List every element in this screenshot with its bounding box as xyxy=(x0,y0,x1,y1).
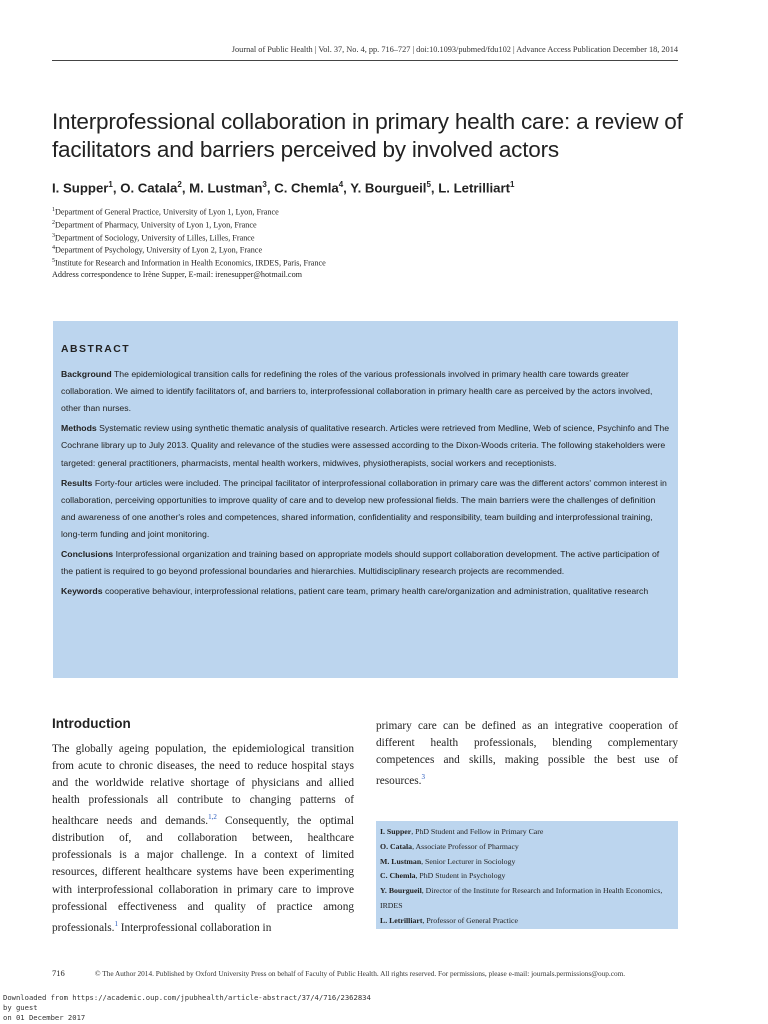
citation-ref: 1 xyxy=(114,919,118,928)
author-info-name: C. Chemla xyxy=(380,871,416,881)
abstract-section-text: The epidemiological transition calls for redefining the roles of the various professionals involved in primary health care towards greater collaboration. We aimed to identify facilitators of, and barriers to, interprofessional collaboration in primary health care as perceived by the actors involved, other than nurses. xyxy=(61,369,653,414)
author-name: O. Catala xyxy=(120,180,178,196)
author-info-role: , Director of the Institute for Research and Information in Health Economics, IRDES xyxy=(380,886,663,910)
intro-text: The globally ageing population, the epidemiological transition from acute to chronic diseases, the need to reduce hospital stays and the worldwide relative shortage of physicians and allied health professionals all contribute to changing patterns of healthcare needs and demands. xyxy=(52,743,354,828)
affiliation-item xyxy=(52,231,326,244)
author-separator: , xyxy=(343,180,351,196)
author-name: C. Chemla xyxy=(274,180,339,196)
author-info-item xyxy=(380,884,674,914)
copyright-notice: © The Author 2014. Published by Oxford University Press on behalf of Faculty of Public Health. All rights reserved. For permissions, please e-mail: journals.permissions@oup.com. xyxy=(95,969,626,978)
author-affil-number: 1 xyxy=(108,180,113,189)
author-info-role: , PhD Student in Psychology xyxy=(415,871,506,881)
affiliation-number: 5 xyxy=(52,258,55,265)
author-affil-number: 4 xyxy=(338,180,344,189)
abstract-section xyxy=(61,475,670,543)
article-title: Interprofessional collaboration in primary health care: a review of facilitators and barriers perceived by involved actors xyxy=(52,109,683,162)
abstract-section-text: Forty-four articles were included. The principal facilitator of interprofessional collaboration in primary care was the different actors' common interest in collaboration, perceiving opportunities to improve quality of care and to develop new professional fields. The main barriers were the challenges of definition and awareness of one another's roles and competences, shared information, confidentiality and responsibility, team building and interprofessional training, long-term funding and joint monitoring. xyxy=(61,477,667,539)
author-info-name: I. Supper xyxy=(380,827,412,836)
introduction-right-column xyxy=(376,718,678,790)
affiliation-text: Department of Psychology, University of Lyon 2, Lyon, France xyxy=(55,246,263,256)
running-head: Journal of Public Health | Vol. 37, No. 4, pp. 716–727 | doi:10.1093/pubmed/fdu102 | Advance Access Publication December 18, 2014 xyxy=(231,45,678,54)
abstract-section-label: Conclusions xyxy=(61,549,114,560)
abstract-section-label: Keywords xyxy=(61,586,103,597)
abstract-section-text: Systematic review using synthetic thematic analysis of qualitative research. Articles were retrieved from Medline, Web of science, Psychinfo and The Cochrane library up to July 2013. Quality and relevance of the studies were assessed according to the Dixon-Woods criteria. The following stakeholders were targeted: general practitioners, pharmacists, mental health workers, midwives, physiotherapists, social workers and receptionists. xyxy=(61,423,670,468)
author-separator: , xyxy=(266,180,275,196)
affiliation-item xyxy=(52,243,326,256)
abstract-section-text: Interprofessional organization and training based on appropriate models should support collaboration development. The active participation of the patient is required to go beyond professional boundaries and hierarchies. Multidisciplinary research projects are recommended. xyxy=(61,549,660,577)
author-name: M. Lustman xyxy=(189,180,263,196)
affiliation-text: Department of Pharmacy, University of Lyon 1, Lyon, France xyxy=(55,220,257,230)
author-affil-number: 1 xyxy=(510,180,515,189)
abstract-section-label: Background xyxy=(61,369,112,380)
author-info-name: M. Lustman xyxy=(380,856,422,866)
download-stamp-line: on 01 December 2017 xyxy=(3,1013,86,1022)
abstract-section-label: Methods xyxy=(61,423,97,434)
author-info-item xyxy=(380,855,674,870)
abstract-section xyxy=(61,420,670,471)
author-info-role: , Senior Lecturer in Sociology xyxy=(421,856,516,866)
header-rule xyxy=(52,60,678,61)
author-info-role: , PhD Student and Fellow in Primary Care xyxy=(411,827,544,836)
abstract-section xyxy=(61,546,670,580)
author-separator: , xyxy=(181,180,190,196)
abstract-section xyxy=(61,366,670,417)
author-info-role: , Professor of General Practice xyxy=(422,915,518,925)
author-separator: , xyxy=(112,180,121,196)
page-number: 716 xyxy=(52,968,65,978)
abstract-section xyxy=(61,583,670,600)
author-info-name: Y. Bourgueil xyxy=(380,886,422,896)
intro-text: Interprofessional collaboration in xyxy=(117,921,272,934)
citation-ref: 1,2 xyxy=(208,813,217,822)
introduction-heading: Introduction xyxy=(52,716,131,731)
affiliation-item xyxy=(52,205,326,218)
author-info-role: , Associate Professor of Pharmacy xyxy=(412,841,519,851)
author-affil-number: 3 xyxy=(262,180,267,189)
author-info-item xyxy=(380,914,674,929)
affiliation-item xyxy=(52,218,326,231)
affiliation-item xyxy=(52,256,326,269)
download-stamp-line: by guest xyxy=(3,1003,38,1012)
abstract-heading: ABSTRACT xyxy=(61,344,131,355)
download-stamp xyxy=(3,993,371,1023)
author-affil-number: 2 xyxy=(177,180,182,189)
affiliation-number: 2 xyxy=(52,219,55,226)
citation-ref: 3 xyxy=(421,773,425,782)
affiliation-number: 3 xyxy=(52,232,55,239)
affiliations xyxy=(52,205,326,280)
affiliation-number: 4 xyxy=(52,245,55,252)
affiliation-text: Department of Sociology, University of Lilles, Lilles, France xyxy=(55,233,255,243)
download-stamp-line: Downloaded from https://academic.oup.com/jpubhealth/article-abstract/37/4/716/2362834 xyxy=(3,993,371,1002)
author-info-item xyxy=(380,869,674,884)
author-info-item xyxy=(380,825,674,840)
author-name: I. Supper xyxy=(52,180,109,196)
affiliation-text: Institute for Research and Information in Health Economics, IRDES, Paris, France xyxy=(55,259,326,269)
abstract-box xyxy=(53,321,678,678)
intro-text: Consequently, the optimal distribution of, and collaboration between, healthcare professionals is a major challenge. In a context of limited resources, different healthcare systems have been experimenting with interprofessional collaboration in primary care to improve professional effectiveness and quality of practice among professionals. xyxy=(52,815,354,934)
author-info-name: O. Catala xyxy=(380,841,413,851)
intro-text: primary care can be defined as an integrative cooperation of different health professionals, blending complementary competences and skills, making possible the best use of resources. xyxy=(376,720,678,788)
author-info-name: L. Letrilliart xyxy=(380,915,423,925)
affiliation-text: Department of General Practice, University of Lyon 1, Lyon, France xyxy=(55,207,279,217)
abstract-section-text: cooperative behaviour, interprofessional relations, patient care team, primary health care/organization and administration, qualitative research xyxy=(104,586,649,597)
abstract-section-label: Results xyxy=(61,477,93,488)
author-info-item xyxy=(380,840,674,855)
introduction-left-column xyxy=(52,741,354,937)
author-name: L. Letrilliart xyxy=(438,180,511,196)
author-name: Y. Bourgueil xyxy=(350,180,427,196)
author-info-box xyxy=(376,821,678,929)
author-separator: , xyxy=(430,180,439,196)
affiliation-number: 1 xyxy=(52,207,55,213)
author-list xyxy=(52,180,515,195)
author-affil-number: 5 xyxy=(426,180,431,189)
correspondence: Address correspondence to Irène Supper, E-mail: irenesupper@hotmail.com xyxy=(52,270,303,280)
